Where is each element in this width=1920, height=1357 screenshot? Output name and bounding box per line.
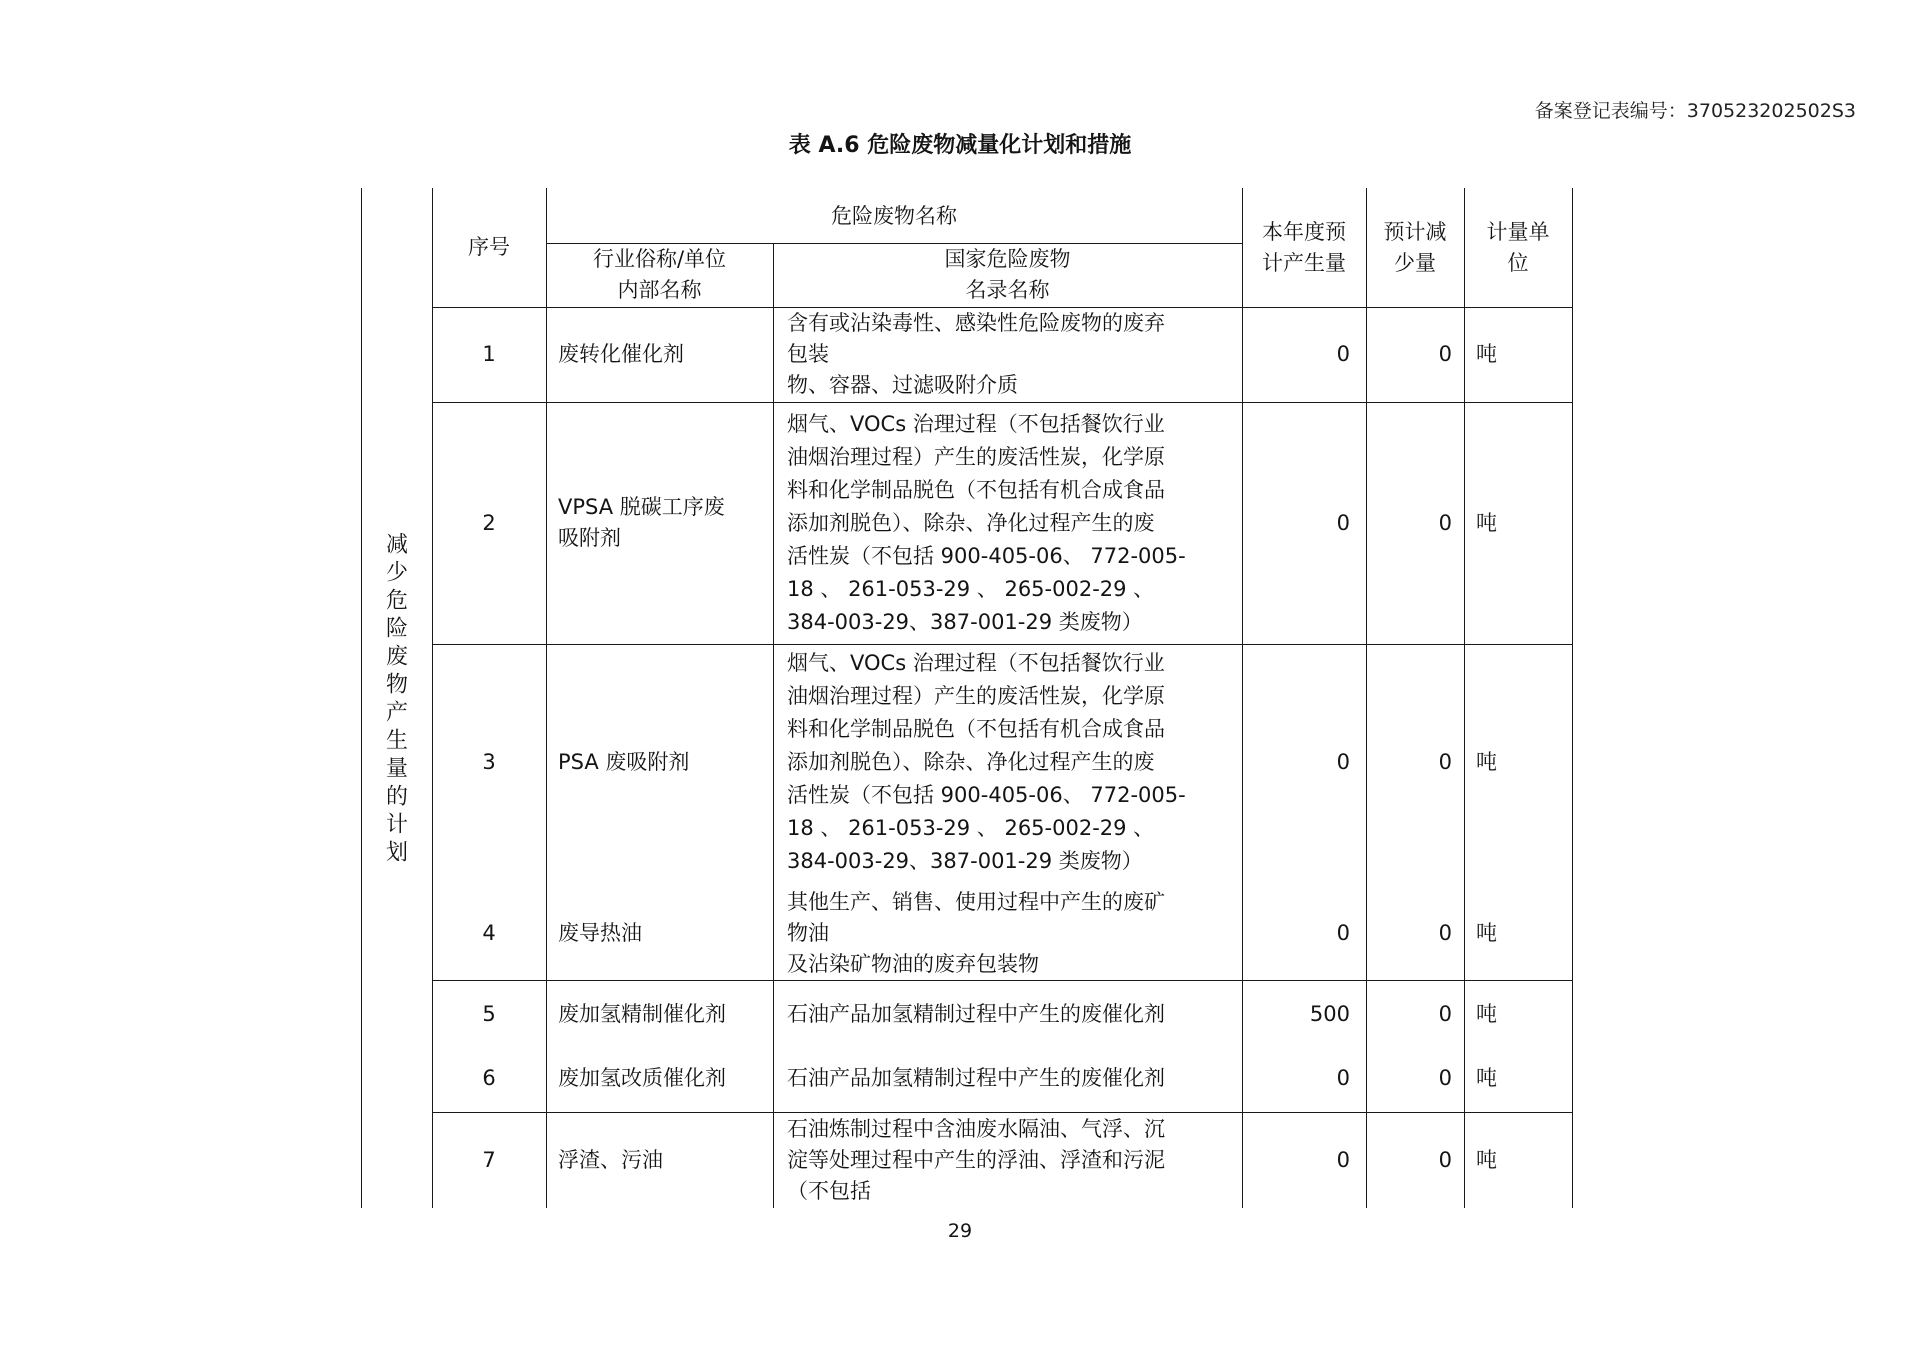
row-output: 0 <box>1336 1147 1350 1172</box>
table-border <box>1572 188 1573 1208</box>
row-seq: 3 <box>482 749 496 774</box>
table-border <box>361 188 362 1208</box>
row-output: 0 <box>1336 510 1350 535</box>
row-reduction: 0 <box>1438 1065 1452 1090</box>
row-industry-name: 废转化催化剂 <box>558 342 684 366</box>
row-output: 500 <box>1309 1001 1350 1026</box>
row-unit: 吨 <box>1476 749 1497 774</box>
header-annual-output: 本年度预 计产生量 <box>1262 219 1346 275</box>
row-reduction: 0 <box>1438 920 1452 945</box>
row-seq: 7 <box>482 1147 496 1172</box>
row-reduction: 0 <box>1438 1147 1452 1172</box>
row-seq: 1 <box>482 342 496 366</box>
row-reduction: 0 <box>1438 342 1452 366</box>
registration-number: 备案登记表编号：370523202502S3 <box>1534 100 1856 122</box>
header-industry-name: 行业俗称/单位 内部名称 <box>592 247 727 302</box>
row-output: 0 <box>1336 749 1350 774</box>
row-output: 0 <box>1336 1065 1350 1090</box>
row-seq: 4 <box>482 920 496 945</box>
row-catalog-name: 石油产品加氢精制过程中产生的废催化剂 <box>787 1065 1165 1090</box>
header-unit: 计量单 位 <box>1486 219 1550 275</box>
row-industry-name: 废加氢改质催化剂 <box>558 1065 726 1090</box>
row-seq: 6 <box>482 1065 496 1090</box>
header-seq: 序号 <box>468 235 510 259</box>
row-output: 0 <box>1336 920 1350 945</box>
row-reduction: 0 <box>1438 1001 1452 1026</box>
row-unit: 吨 <box>1476 1065 1497 1090</box>
side-label: 减少危险废物产生量的计划 <box>382 532 408 868</box>
row-catalog-name: 其他生产、销售、使用过程中产生的废矿 物油 及沾染矿物油的废弃包装物 <box>787 889 1165 976</box>
table-title: 表 A.6 危险废物减量化计划和措施 <box>788 133 1132 158</box>
row-industry-name: 废导热油 <box>558 920 642 945</box>
row-unit: 吨 <box>1476 342 1497 366</box>
row-catalog-name: 石油产品加氢精制过程中产生的废催化剂 <box>787 1001 1165 1026</box>
row-catalog-name: 石油炼制过程中含油废水隔油、气浮、沉 淀等处理过程中产生的浮油、浮渣和污泥 （不包括 <box>787 1116 1165 1203</box>
row-industry-name: VPSA 脱碳工序废 吸附剂 <box>558 495 725 550</box>
row-unit: 吨 <box>1476 1147 1497 1172</box>
row-unit: 吨 <box>1476 510 1497 535</box>
row-reduction: 0 <box>1438 510 1452 535</box>
row-seq: 2 <box>482 510 496 535</box>
row-unit: 吨 <box>1476 920 1497 945</box>
page-number: 29 <box>947 1220 973 1242</box>
header-expected-reduction: 预计减 少量 <box>1383 219 1447 275</box>
header-catalog-name: 国家危险废物 名录名称 <box>944 247 1071 302</box>
row-output: 0 <box>1336 342 1350 366</box>
row-catalog-name: 含有或沾染毒性、感染性危险废物的废弃 包装 物、容器、过滤吸附介质 <box>787 311 1165 397</box>
table-border <box>546 188 547 1208</box>
table-border <box>773 243 774 1208</box>
row-catalog-name: 烟气、VOCs 治理过程（不包括餐饮行业 油烟治理过程）产生的废活性炭，化学原 料和化学制品脱色（不包括有机合成食品 添加剂脱色）、除杂、净化过程产生的废 活性炭（不包括 900-405-06、 772-005- 18 、 261-053-29 、 265-002-29 、 384-003-29、387-001-29 类废物） <box>787 411 1186 634</box>
row-seq: 5 <box>482 1001 496 1026</box>
table-border <box>1464 188 1465 1208</box>
row-industry-name: PSA 废吸附剂 <box>558 749 690 774</box>
row-industry-name: 废加氢精制催化剂 <box>558 1001 726 1026</box>
row-unit: 吨 <box>1476 1001 1497 1026</box>
header-waste-name: 危险废物名称 <box>831 203 957 228</box>
row-industry-name: 浮渣、污油 <box>558 1147 663 1172</box>
row-catalog-name: 烟气、VOCs 治理过程（不包括餐饮行业 油烟治理过程）产生的废活性炭，化学原 料和化学制品脱色（不包括有机合成食品 添加剂脱色）、除杂、净化过程产生的废 活性炭（不包括 900-405-06、 772-005- 18 、 261-053-29 、 265-002-29 、 384-003-29、387-001-29 类废物） <box>787 650 1186 873</box>
table-border <box>432 980 1572 981</box>
row-reduction: 0 <box>1438 749 1452 774</box>
